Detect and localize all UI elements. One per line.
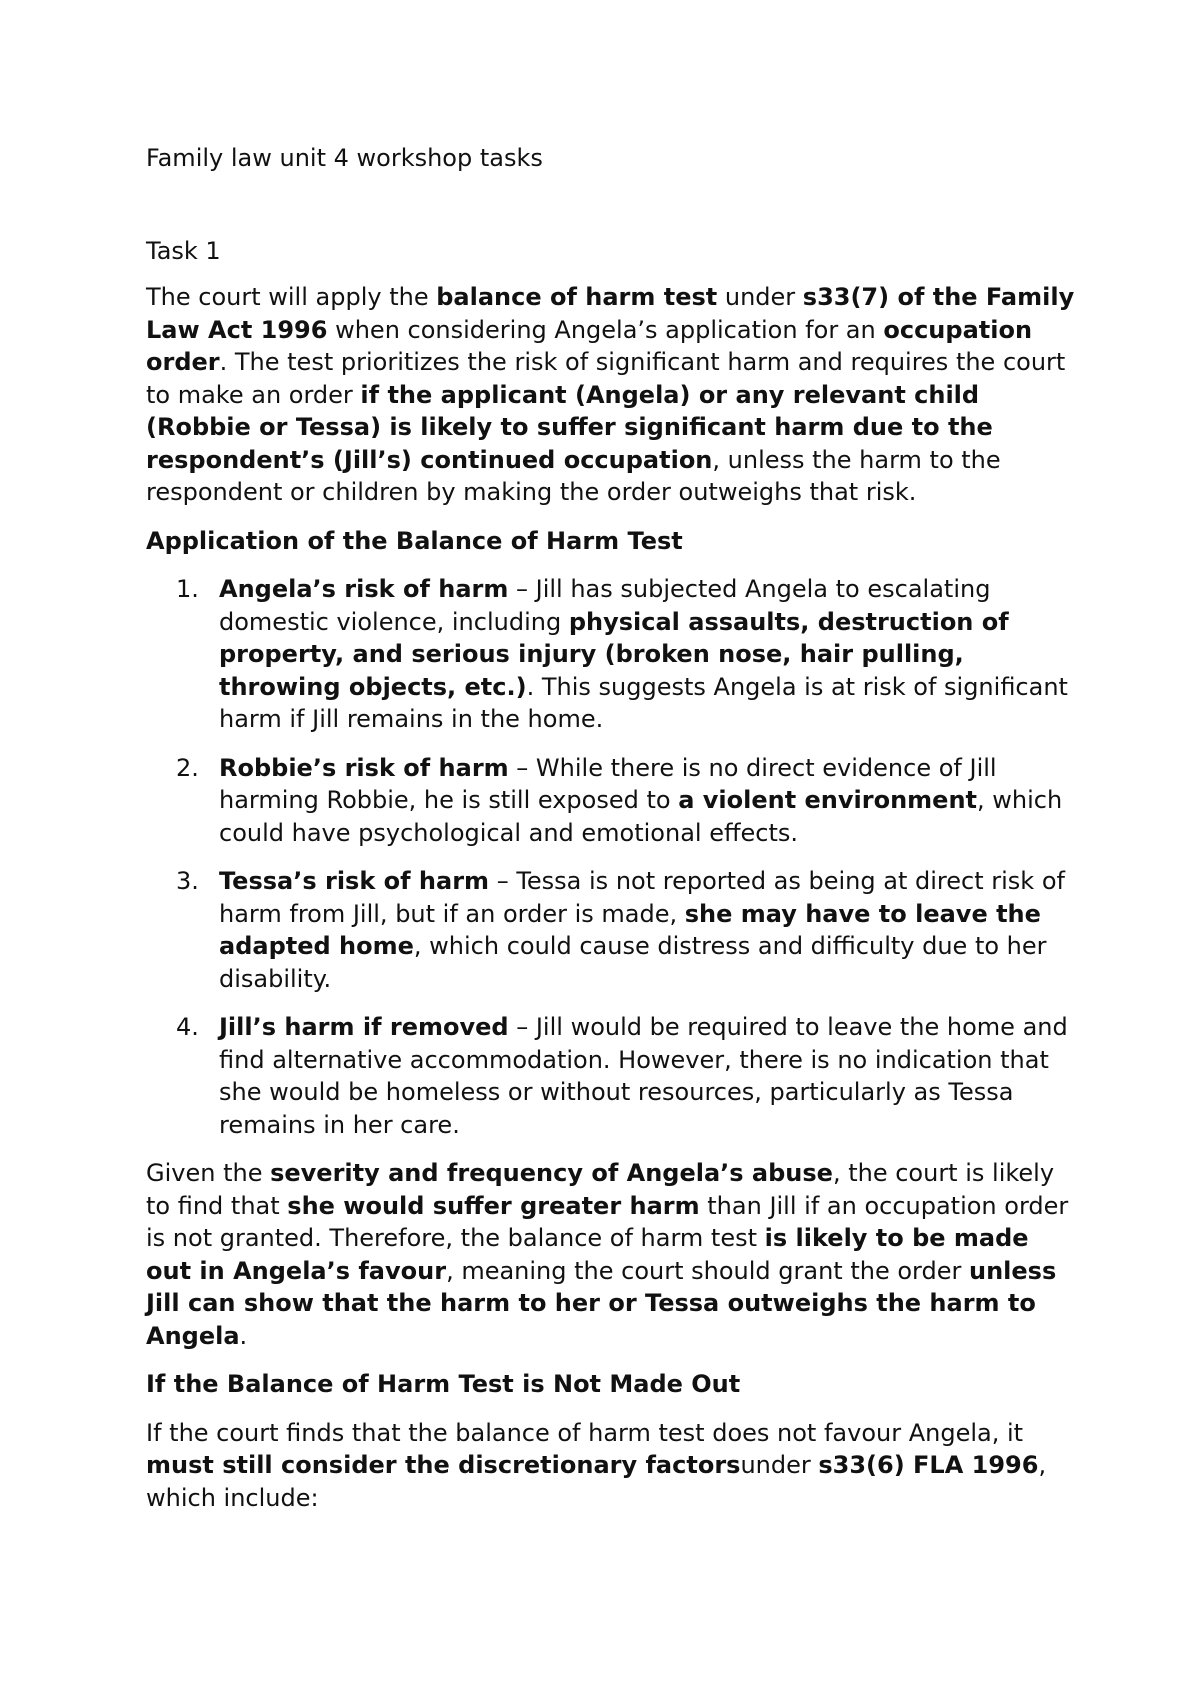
item-bold-1: Tessa’s risk of harm — [219, 867, 490, 895]
task-heading: Task 1 — [146, 236, 221, 265]
conclusion-text-2: , the court is likely to find that — [146, 1159, 1055, 1220]
intro-text-1: The court will apply the — [146, 283, 437, 311]
list-item — [146, 752, 1076, 850]
item-text-2: . This suggests Angela is at risk of significant harm if Jill remains in the home. — [219, 672, 1068, 733]
conclusion-bold-1: severity and frequency of Angela’s abuse — [270, 1159, 833, 1187]
conclusion-text-4: , meaning the court should grant the order — [446, 1256, 969, 1285]
final-bold-1: must still consider the discretionary factors — [146, 1451, 741, 1479]
intro-bold-3: occupation order — [146, 315, 1033, 376]
item-bold-2: she may have to leave the adapted home — [219, 899, 1041, 960]
list-number: 2. — [176, 753, 199, 782]
final-paragraph — [146, 1417, 1076, 1515]
item-bold-1: Angela’s risk of harm — [219, 575, 509, 603]
item-text-1: – Jill would be required to leave the home and find alternative accommodation. However, there is no indication that she would be homeless or without resources, particularly as Tessa remains in her care. — [219, 1013, 1068, 1139]
list-item — [146, 865, 1076, 995]
section-heading-not-made-out: If the Balance of Harm Test is Not Made Out — [146, 1370, 741, 1398]
document-title: Family law unit 4 workshop tasks — [146, 144, 543, 172]
list-number: 4. — [176, 1013, 199, 1041]
conclusion-bold-4: unless Jill can show that the harm to her or Tessa outweighs the harm to Angela — [146, 1256, 1057, 1350]
conclusion-text-3: than Jill if an occupation order is not granted. Therefore, the balance of harm test — [146, 1191, 1069, 1252]
intro-text-3: when considering Angela’s application for an — [327, 315, 884, 344]
conclusion-paragraph — [146, 1157, 1076, 1352]
intro-text-4: . The test prioritizes the risk of significant harm and requires the court to make an order — [146, 348, 1066, 409]
item-text-1: – Tessa is not reported as being at direct risk of harm from Jill, but if an order is made, — [219, 867, 1065, 928]
item-text-2: , which could cause distress and difficulty due to her disability. — [219, 932, 1047, 993]
final-text-3: , which include: — [146, 1451, 1047, 1512]
item-text-1: – Jill has subjected Angela to escalating domestic violence, including — [219, 575, 991, 636]
item-text-2: , which could have psychological and emotional effects. — [219, 786, 1063, 847]
item-bold-2: a violent environment — [678, 786, 978, 814]
conclusion-bold-3: is likely to be made out in Angela’s favour — [146, 1224, 1029, 1285]
list-number: 1. — [176, 575, 199, 603]
final-text-2: under — [740, 1451, 819, 1479]
conclusion-bold-2: she would suffer greater harm — [287, 1191, 700, 1220]
final-bold-2: s33(6) FLA 1996 — [818, 1451, 1039, 1479]
intro-text-2: under — [717, 283, 803, 311]
item-bold-1: Jill’s harm if removed — [219, 1013, 509, 1041]
item-bold-1: Robbie’s risk of harm — [219, 753, 509, 782]
document-page — [146, 142, 1076, 1530]
list-item — [146, 573, 1076, 736]
harm-factors-list — [146, 573, 1076, 1141]
intro-bold-4: if the applicant (Angela) or any relevant child (Robbie or Tessa) is likely to suffer significant harm due to the respondent’s (Jill’s) continued occupation — [146, 380, 993, 474]
item-text-1: – While there is no direct evidence of Jill harming Robbie, he is still exposed to — [219, 753, 997, 814]
list-number: 3. — [176, 867, 199, 895]
intro-text-5: , unless the harm to the respondent or children by making the order outweighs that risk. — [146, 445, 1001, 506]
conclusion-text-1: Given the — [146, 1159, 271, 1187]
conclusion-text-5: . — [239, 1321, 248, 1350]
list-item — [146, 1011, 1076, 1141]
item-bold-2: physical assaults, destruction of property, and serious injury (broken nose, hair pulling, throwing objects, etc.) — [219, 607, 1009, 701]
section-heading-application: Application of the Balance of Harm Test — [146, 526, 683, 555]
intro-bold-1: balance of harm test — [436, 283, 718, 311]
final-text-1: If the court finds that the balance of harm test does not favour Angela, it — [146, 1418, 1024, 1447]
intro-paragraph — [146, 281, 1076, 509]
intro-bold-2: s33(7) of the Family Law Act 1996 — [146, 283, 1075, 344]
